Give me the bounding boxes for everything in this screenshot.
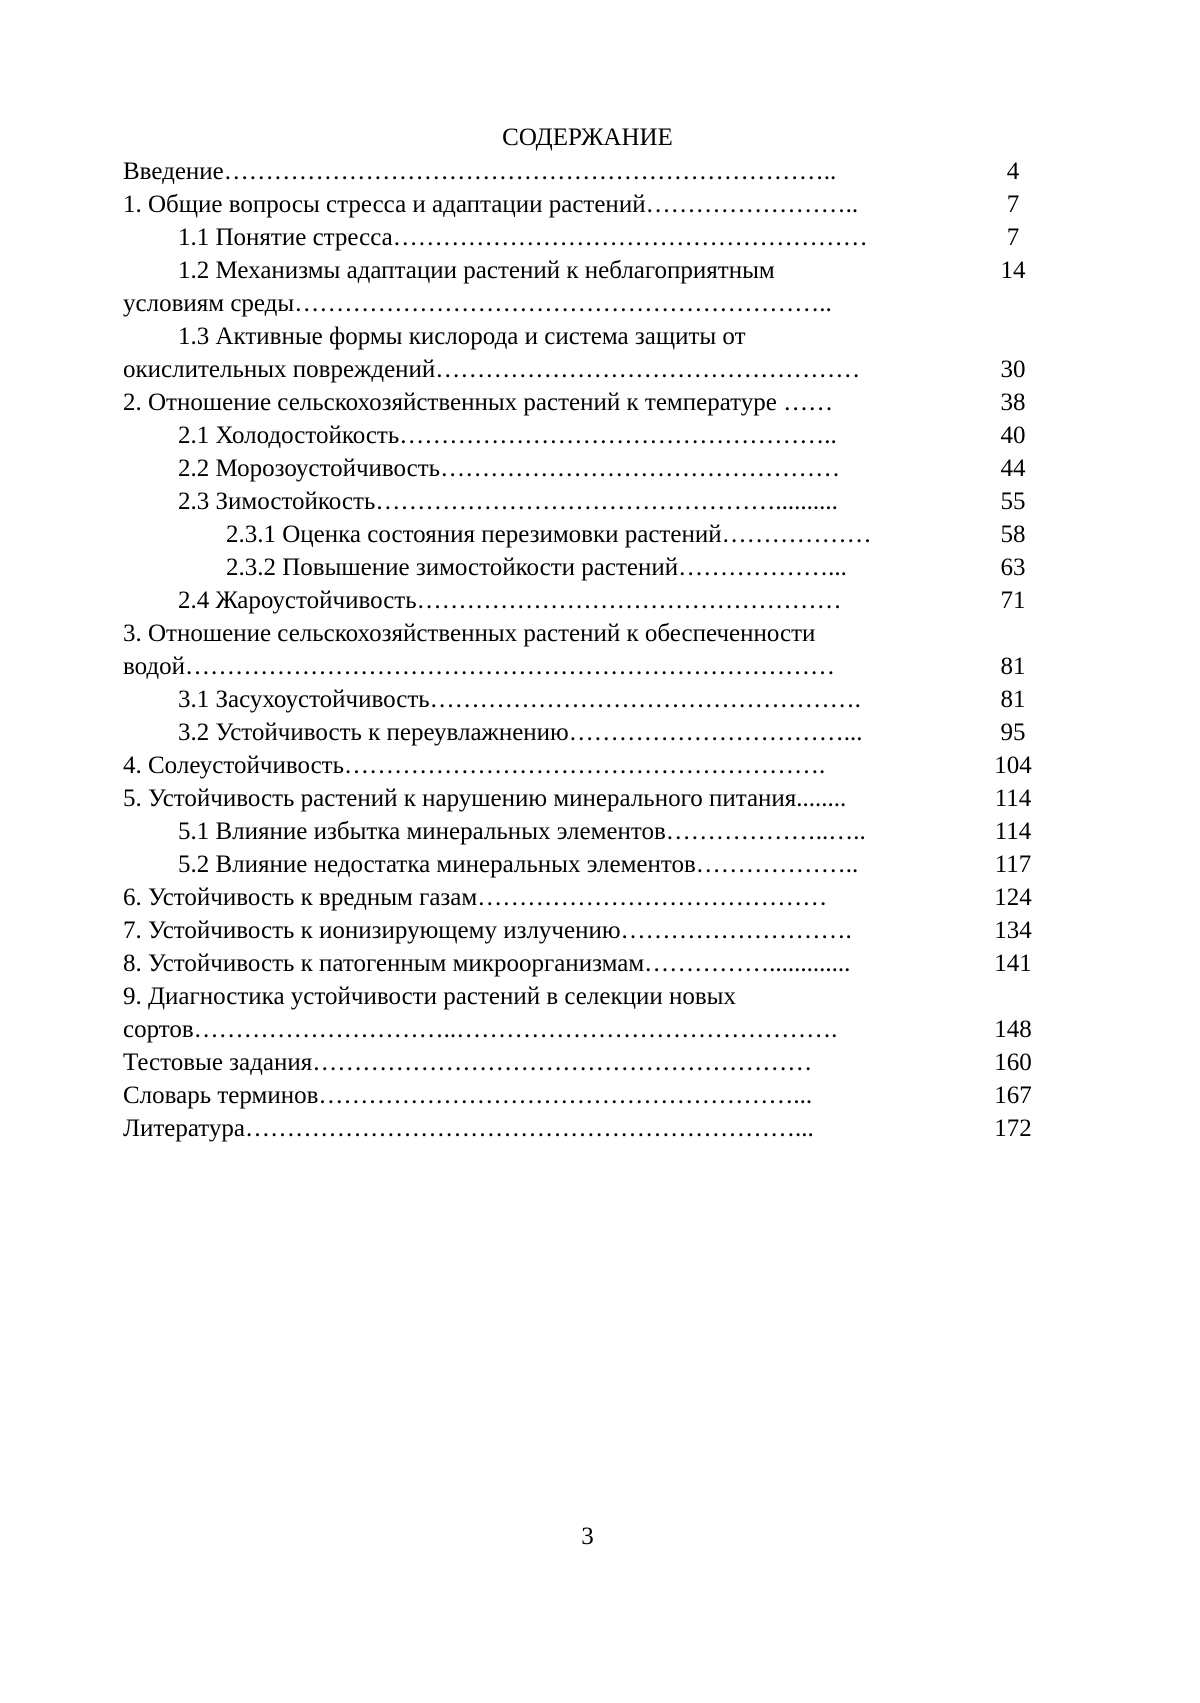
toc-entry-text: 7. Устойчивость к ионизирующему излучению……………………….	[123, 914, 852, 947]
toc-entry	[123, 980, 1053, 1013]
toc-entry-page: 141	[973, 947, 1053, 980]
toc-entry-page: 30	[973, 353, 1053, 386]
toc-entry-text: водой……………………………………………………………………	[123, 650, 835, 683]
toc-entry	[123, 716, 1053, 749]
toc-entry-page: 81	[973, 683, 1053, 716]
toc-entry-text: 2.2 Морозоустойчивость…………………………………………	[178, 452, 840, 485]
toc-entry-text: 2.3.2 Повышение зимостойкости растений………………...	[226, 551, 847, 584]
toc-entry	[123, 1112, 1053, 1145]
toc-entry	[123, 419, 1053, 452]
toc-entry-text: 1.3 Активные формы кислорода и система защиты от	[178, 320, 746, 353]
page-number: 3	[0, 1522, 1175, 1552]
toc-entry-page: 4	[973, 155, 1053, 188]
toc-entry	[123, 551, 1053, 584]
toc-entry-page: 81	[973, 650, 1053, 683]
toc-entry-text: 5.2 Влияние недостатка минеральных элементов………………..	[178, 848, 858, 881]
toc-entry	[123, 353, 1053, 386]
toc-entry-text: 1. Общие вопросы стресса и адаптации растений……………………..	[123, 188, 858, 221]
toc-entry-page: 55	[973, 485, 1053, 518]
toc-entry-text: 5.1 Влияние избытка минеральных элементов………………..…..	[178, 815, 866, 848]
toc-entry-page: 7	[973, 221, 1053, 254]
toc-entry-page: 40	[973, 419, 1053, 452]
toc-entry	[123, 1013, 1053, 1046]
toc-entry	[123, 155, 1053, 188]
toc-entry-text: 9. Диагностика устойчивости растений в селекции новых	[123, 980, 736, 1013]
toc-entry-page: 124	[973, 881, 1053, 914]
toc-entry-page: 114	[973, 782, 1053, 815]
toc-entry-page: 172	[973, 1112, 1053, 1145]
toc-entry	[123, 749, 1053, 782]
toc-entry-text: 3.1 Засухоустойчивость…………………………………………….	[178, 683, 861, 716]
toc-entry	[123, 1079, 1053, 1112]
toc-entry-text: 8. Устойчивость к патогенным микроорганизмам…………….............	[123, 947, 850, 980]
toc-entry-page: 95	[973, 716, 1053, 749]
toc-entry-text: 3.2 Устойчивость к переувлажнению……………………………...	[178, 716, 862, 749]
toc-entry	[123, 782, 1053, 815]
toc-entry-page: 38	[973, 386, 1053, 419]
toc-entry	[123, 584, 1053, 617]
toc-entry	[123, 485, 1053, 518]
toc-entry	[123, 221, 1053, 254]
toc-entry	[123, 650, 1053, 683]
toc-entry-page: 7	[973, 188, 1053, 221]
toc-entry-text: Тестовые задания……………………………………………………	[123, 1046, 812, 1079]
toc-entry	[123, 452, 1053, 485]
toc-entry-text: условиям среды………………………………………………………..	[123, 287, 832, 320]
toc-list	[123, 155, 1053, 1145]
toc-entry	[123, 386, 1053, 419]
toc-entry-text: 1.1 Понятие стресса…………………………………………………	[178, 221, 868, 254]
toc-entry	[123, 881, 1053, 914]
toc-entry-page: 14	[973, 254, 1053, 287]
toc-entry-text: 4. Солеустойчивость………………………………………………….	[123, 749, 825, 782]
toc-entry-page: 134	[973, 914, 1053, 947]
toc-entry-page: 63	[973, 551, 1053, 584]
toc-entry-page: 117	[973, 848, 1053, 881]
toc-entry	[123, 287, 1053, 320]
toc-entry-text: 3. Отношение сельскохозяйственных растений к обеспеченности	[123, 617, 815, 650]
toc-entry-page: 44	[973, 452, 1053, 485]
toc-entry	[123, 947, 1053, 980]
toc-entry	[123, 518, 1053, 551]
toc-entry-text: 6. Устойчивость к вредным газам……………………………………	[123, 881, 827, 914]
toc-entry	[123, 1046, 1053, 1079]
toc-entry-text: 2.1 Холодостойкость……………………………………………..	[178, 419, 837, 452]
toc-entry	[123, 188, 1053, 221]
toc-entry-text: Литература…………………………………………………………...	[123, 1112, 814, 1145]
toc-entry-page: 148	[973, 1013, 1053, 1046]
toc-entry-text: 5. Устойчивость растений к нарушению минерального питания........	[123, 782, 846, 815]
toc-title: СОДЕРЖАНИЕ	[0, 123, 1175, 153]
toc-entry	[123, 848, 1053, 881]
toc-entry-text: окислительных повреждений……………………………………………	[123, 353, 860, 386]
toc-entry-page: 104	[973, 749, 1053, 782]
toc-entry-page: 58	[973, 518, 1053, 551]
toc-entry-text: 2. Отношение сельскохозяйственных растений к температуре ……	[123, 386, 833, 419]
toc-entry-page: 167	[973, 1079, 1053, 1112]
toc-entry-page: 71	[973, 584, 1053, 617]
toc-entry-page: 114	[973, 815, 1053, 848]
toc-entry-text: Введение………………………………………………………………..	[123, 155, 836, 188]
toc-entry-text: 2.3.1 Оценка состояния перезимовки растений………………	[226, 518, 872, 551]
toc-entry-text: 1.2 Механизмы адаптации растений к неблагоприятным	[178, 254, 775, 287]
toc-entry-page: 160	[973, 1046, 1053, 1079]
toc-entry	[123, 320, 1053, 353]
toc-entry	[123, 914, 1053, 947]
toc-entry-text: 2.3 Зимостойкость…………………………………………..........	[178, 485, 838, 518]
toc-entry	[123, 254, 1053, 287]
toc-entry-text: Словарь терминов…………………………………………………...	[123, 1079, 812, 1112]
toc-entry-text: сортов…………………………..……………………………………….	[123, 1013, 837, 1046]
toc-entry	[123, 617, 1053, 650]
toc-entry-text: 2.4 Жароустойчивость……………………………………………	[178, 584, 842, 617]
toc-entry	[123, 683, 1053, 716]
toc-entry	[123, 815, 1053, 848]
